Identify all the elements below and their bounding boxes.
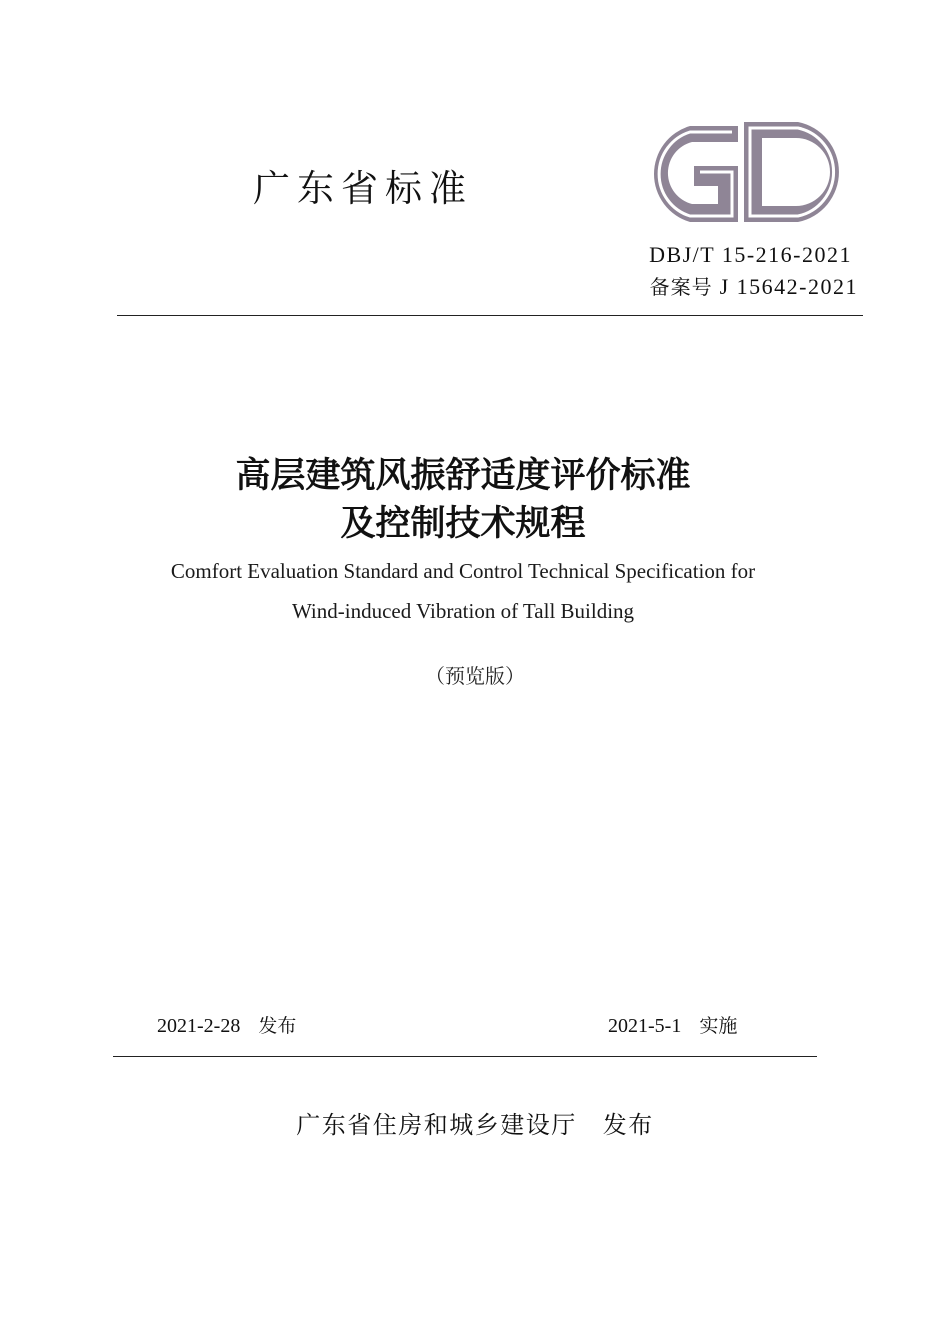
standard-code: DBJ/T 15-216-2021 xyxy=(649,242,852,267)
title-en-line1: Comfort Evaluation Standard and Control Technical Specification for xyxy=(170,559,756,583)
filing-record xyxy=(650,272,858,302)
title-cn-line2: 及控制技术规程 xyxy=(340,503,586,544)
logo-d-shape xyxy=(744,122,839,222)
edition-label: （预览版） xyxy=(425,664,525,688)
filing-label: 备案号 xyxy=(649,275,713,299)
issue-date-label: 发布 xyxy=(258,1015,297,1037)
title-cn-line1: 高层建筑风振舒适度评价标准 xyxy=(235,455,691,496)
implement-date-value: 2021-5-1 xyxy=(608,1015,682,1037)
implement-date xyxy=(608,1012,737,1040)
issuer-action: 发布 xyxy=(602,1111,654,1139)
filing-number: J 15642-2021 xyxy=(719,274,858,299)
issuer-name: 广东省住房和城乡建设厅 xyxy=(296,1111,577,1139)
logo-g-ring xyxy=(654,126,738,222)
issuing-authority xyxy=(0,1108,950,1142)
logo-inner-stroke-d xyxy=(750,128,834,216)
standard-category: 广东省标准 xyxy=(253,167,473,210)
bottom-divider xyxy=(113,1056,817,1057)
top-divider xyxy=(117,315,863,316)
implement-date-label: 实施 xyxy=(699,1015,738,1037)
logo-text: GD xyxy=(632,118,634,119)
gd-logo xyxy=(632,118,854,224)
title-en-line2: Wind-induced Vibration of Tall Building xyxy=(291,599,635,623)
issue-date-value: 2021-2-28 xyxy=(157,1015,241,1037)
issue-date xyxy=(157,1012,296,1040)
